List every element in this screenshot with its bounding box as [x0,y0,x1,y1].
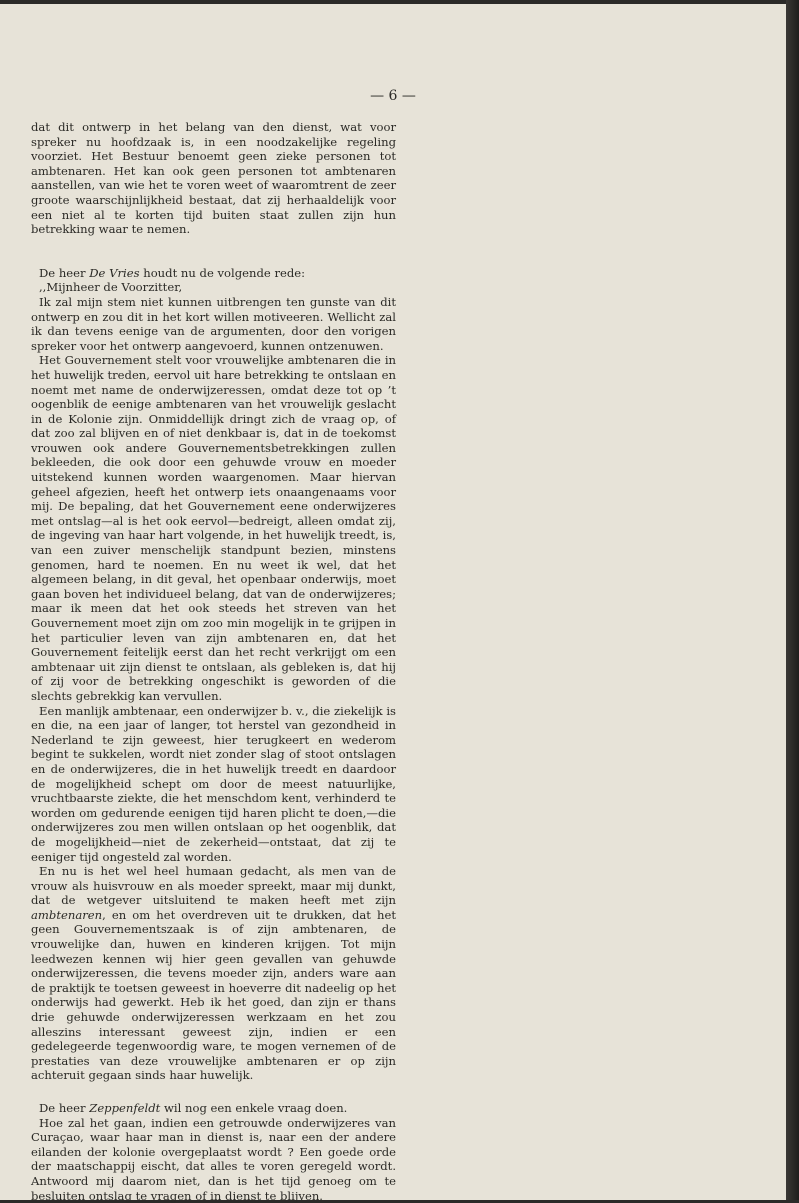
paragraph [31,1101,396,1116]
emphasis: ambtenaren [31,907,103,922]
text-run: wil nog een enkele vraag doen. [160,1101,348,1115]
paragraph: Een manlijk ambtenaar, een onderwijzer b. v., die ziekelijk is en die, na een jaar of langer, tot herstel van gezondheid in Nederland te zijn geweest, hier terugkeert en wederom begint te sukkelen, wordt niet zonder slag of stoot ontslagen en de onderwijzeres, die in het huwelijk treedt en daardoor de mogelijkheid schept om door de meest natuurlijke, vruchtbaarste ziekte, die het menschdom kent, verhinderd te worden om gedurende eenigen tijd haren plicht te doen,—die onderwijzeres zou men willen ontslaan op het oogenblik, dat de mogelijkheid—niet de zekerheid—ontstaat, dat zij te eeniger tijd ongesteld zal worden. [31,703,396,864]
page-edge [786,0,799,1200]
text-run: De heer [39,265,90,280]
paragraph: Ik zal mijn stem niet kunnen uitbrengen ten gunste van dit ontwerp en zou dit in het kort willen motiveeren. Wellicht zal ik dan tevens eenige van de argumenten, door den vorigen spreker voor het ontwerp aangevoerd, kunnen ontzenuwen. [31,294,396,353]
text-column [31,120,396,1203]
paragraph [31,266,396,281]
paragraph: ,,Mijnheer de Voorzitter, [39,280,183,295]
paragraph: Hoe zal het gaan, indien een getrouwde onderwijzeres van Curaçao, waar haar man in dienst is, naar een der andere eilanden der kolonie overgeplaatst wordt ? Een goede orde der maatschappij eischt, dat alles te voren geregeld wordt. Antwoord mij daarom niet, dan is het tijd genoeg om te besluiten ontslag te vragen of in dienst te blijven. [31,1115,396,1203]
paragraph: Het Gouvernement stelt voor vrouwelijke ambtenaren die in het huwelijk treden, eervol uit hare betrekking te ontslaan en noemt met name de onderwijzeressen, omdat deze tot op ’t oogenblik de eenige ambtenaren van het vrouwelijk geslacht in de Kolonie zijn. Onmiddellijk dringt zich de vraag op, of dat zoo zal blijven en of niet denkbaar is, dat in de toekomst vrouwen ook andere Gouvernementsbetrekkingen zullen bekleeden, die ook door een gehuwde vrouw en moeder uitstekend kunnen worden waargenomen. Maar hiervan geheel afgezien, heeft het ontwerp iets onaangenaams voor mij. De bepaling, dat het Gouvernement eene onderwijzeres met ontslag—al is het ook eervol—bedreigt, alleen omdat zij, de ingeving van haar hart volgende, in het huwelijk treedt, is, van een zuiver menschelijk standpunt bezien, minstens genomen, hard te noemen. En nu weet ik wel, dat het algemeen belang, in dit geval, het openbaar onderwijs, moet gaan boven het individueel belang, dat van de onderwijzeres; maar ik meen dat het ook steeds het streven van het Gouvernement moet zijn om zoo min mogelijk in te grijpen in het particulier leven van zijn ambtenaren en, dat het Gouvernement feitelijk eerst dan het recht verkrijgt om een ambtenaar uit zijn dienst te ontslaan, als gebleken is, dat hij of zij voor de betrekking ongeschikt is geworden of die slechts gebrekkig kan vervullen. [31,353,396,703]
speaker-name: De Vries [89,265,140,280]
speaker-name: Zeppenfeldt [89,1101,161,1115]
text-run: , en om het overdreven uit te drukken, dat het geen Gouvernementszaak is of zijn ambtenaren, de vrouwelijke dan, huwen en kinderen krijgen. Tot mijn leedwezen kennen wij hier geen gevallen van gehuwde onderwijzeressen, die tevens moeder zijn, anders ware aan de praktijk te toetsen geweest in hoeverre dit nadeelig op het onderwijs had gewerkt. Heb ik het goed, dan zijn er thans drie gehuwde onderwijzeressen werkzaam en het zou alleszins interessant geweest zijn, indien er een gedelegeerde tegenwoordig ware, te mogen vernemen of de prestaties van deze vrouwelijke ambtenaren er op zijn achteruit gegaan sinds haar huwelijk. [31,907,396,1083]
text-run: De heer [39,1101,90,1115]
text-run: En nu is het wel heel humaan gedacht, als men van de vrouw als huisvrouw en als moeder spreekt, maar mij dunkt, dat de wetgever uitsluitend te maken heeft met zijn [31,864,396,908]
paragraph: dat dit ontwerp in het belang van den dienst, wat voor spreker nu hoofdzaak is, in een noodzakelijke regeling voorziet. Het Bestuur benoemt geen zieke personen tot ambtenaren. Het kan ook geen personen tot ambtenaren aanstellen, van wie het te voren weet of waaromtrent de zeer groote waarschijnlijkheid bestaat, dat zij herhaaldelijk voor een niet al te korten tijd buiten staat zullen zijn hun betrekking waar te nemen. [31,120,396,237]
page-number: — 6 — [370,88,416,104]
text-run: houdt nu de volgende rede: [139,265,306,280]
paragraph [31,864,396,1083]
